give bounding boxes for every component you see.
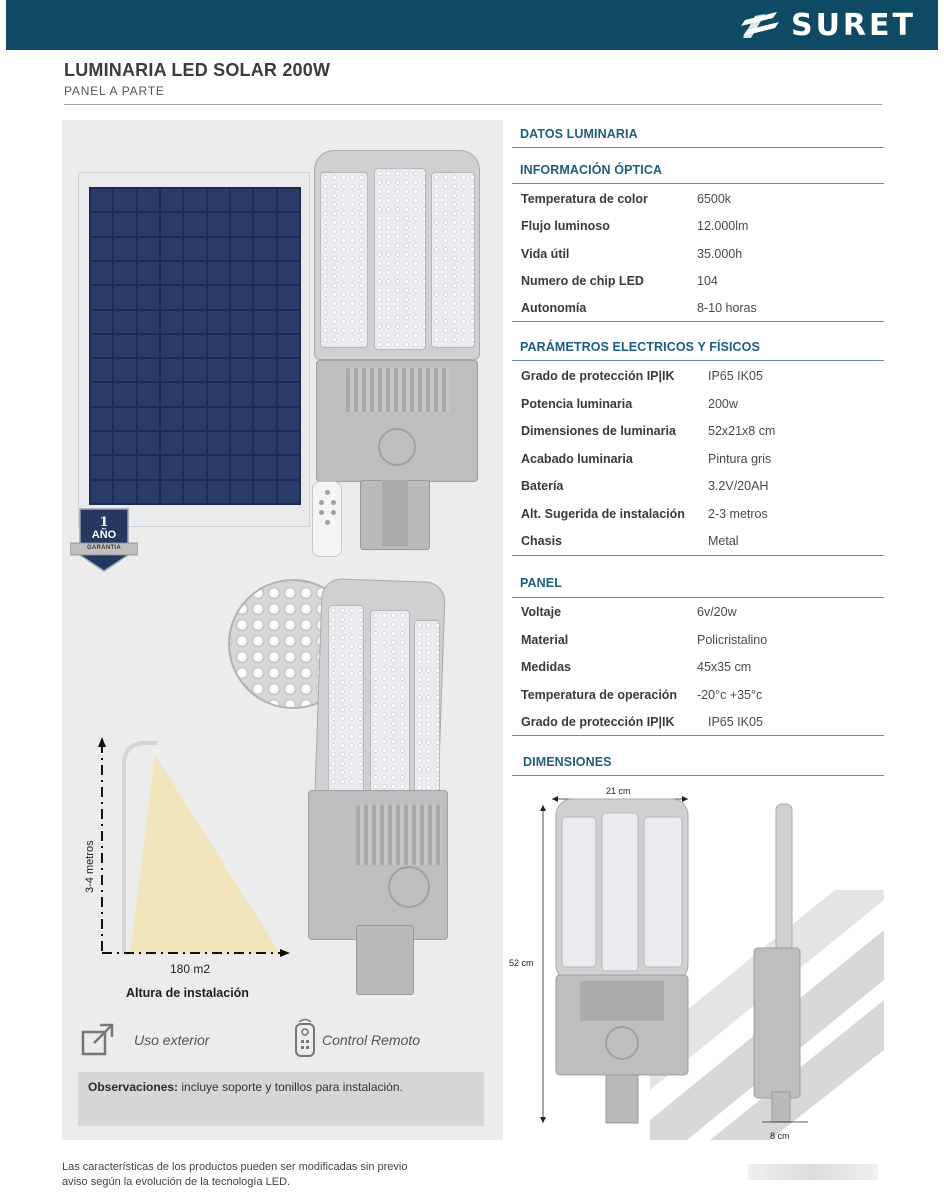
brand-logo	[741, 8, 916, 42]
footer-mark	[748, 1164, 878, 1180]
spec-value: 104	[697, 273, 718, 288]
dimension-side-drawing	[748, 800, 818, 1130]
title-divider	[64, 104, 882, 105]
remote-control-icon	[292, 1018, 318, 1058]
section-divider	[512, 183, 884, 184]
spec-label: Vida útil	[521, 246, 570, 261]
spec-value: 12.000lm	[697, 219, 749, 234]
spec-value: 2-3 metros	[708, 506, 768, 521]
badge-ribbon: GARANTIA	[86, 545, 122, 551]
spec-value: 45x35 cm	[697, 660, 752, 674]
spec-label: Numero de chip LED	[521, 273, 644, 288]
outdoor-use-icon	[80, 1022, 116, 1058]
spec-label: Batería	[521, 479, 564, 493]
spec-value: 35.000h	[697, 246, 743, 261]
header-bar	[6, 0, 938, 50]
installation-diagram	[80, 735, 300, 960]
spec-label: Flujo luminoso	[521, 219, 610, 234]
spec-value: -20°c +35°c	[697, 687, 763, 702]
section-datos-luminaria: DATOS LUMINARIA	[520, 127, 638, 141]
spec-value: 6v/20w	[697, 605, 737, 619]
footer-line-2: aviso según la evolución de la tecnología LED.	[62, 1176, 291, 1188]
dimension-height-label: 52 cm	[509, 958, 534, 968]
spec-label: Chasis	[521, 534, 562, 548]
observations-box	[78, 1072, 484, 1126]
spec-label: Grado de protección IP|IK	[521, 369, 675, 383]
spec-label: Potencia luminaria	[521, 396, 633, 411]
spec-label: Medidas	[521, 660, 572, 674]
spec-label: Temperatura de operación	[521, 687, 678, 702]
spec-value: 8-10 horas	[697, 301, 757, 316]
install-caption: Altura de instalación	[126, 986, 249, 1000]
section-divider	[512, 321, 884, 322]
spec-label: Autonomía	[521, 301, 587, 316]
spec-value: Policristalino	[697, 632, 768, 647]
spec-label: Acabado luminaria	[521, 451, 633, 466]
dimension-front-drawing	[530, 785, 700, 1125]
spec-value: Metal	[708, 534, 739, 548]
spec-label: Grado de protección IP|IK	[521, 715, 675, 729]
page-subtitle: PANEL A PARTE	[64, 84, 165, 98]
section-divider	[512, 360, 884, 361]
observations-label: Observaciones:	[88, 1080, 179, 1094]
spec-value: IP65 IK05	[708, 715, 763, 729]
section-parametros-electricos: PARÁMETROS ELECTRICOS Y FÍSICOS	[520, 340, 760, 354]
section-divider	[512, 775, 884, 776]
footer-note	[62, 1160, 502, 1190]
section-informacion-optica: INFORMACIÓN ÓPTICA	[520, 163, 663, 177]
outdoor-use-label: Uso exterior	[134, 1032, 210, 1048]
remote-control-label: Control Remoto	[322, 1032, 421, 1048]
brand-name: SURET	[790, 7, 916, 43]
dimension-depth-label: 8 cm	[770, 1131, 790, 1141]
solar-panel-image	[78, 172, 310, 527]
badge-word: AÑO	[91, 529, 117, 541]
spec-value: IP65 IK05	[708, 369, 763, 383]
spec-value: 52x21x8 cm	[708, 424, 776, 438]
install-area-label: 180 m2	[170, 962, 211, 976]
spec-value: Pintura gris	[708, 451, 772, 466]
spec-label: Dimensiones de luminaria	[521, 424, 676, 438]
section-panel: PANEL	[520, 576, 562, 590]
spec-value: 6500k	[697, 192, 732, 206]
install-height-label: 3-4 metros	[84, 840, 96, 893]
spec-label: Alt. Sugerida de instalación	[521, 506, 685, 521]
section-divider	[512, 147, 884, 148]
section-divider	[512, 555, 884, 556]
observations-text: incluye soporte y tonillos para instalación.	[178, 1080, 403, 1094]
section-divider	[512, 735, 884, 736]
footer-line-1: Las características de los productos pueden ser modificadas sin previo	[62, 1161, 408, 1173]
spec-label: Voltaje	[521, 605, 562, 619]
remote-control-image	[312, 481, 342, 557]
section-divider	[512, 597, 884, 598]
spec-label: Temperatura de color	[521, 192, 648, 206]
warranty-badge	[70, 505, 138, 573]
spec-value: 3.2V/20AH	[708, 479, 769, 493]
section-dimensiones: DIMENSIONES	[523, 755, 612, 769]
badge-number: 1	[99, 515, 109, 530]
spec-label: Material	[521, 632, 569, 647]
dimension-width-label: 21 cm	[606, 786, 631, 796]
page-title: LUMINARIA LED SOLAR 200W	[64, 60, 331, 80]
spec-value: 200w	[708, 396, 738, 411]
brand-mark-icon	[741, 10, 781, 40]
